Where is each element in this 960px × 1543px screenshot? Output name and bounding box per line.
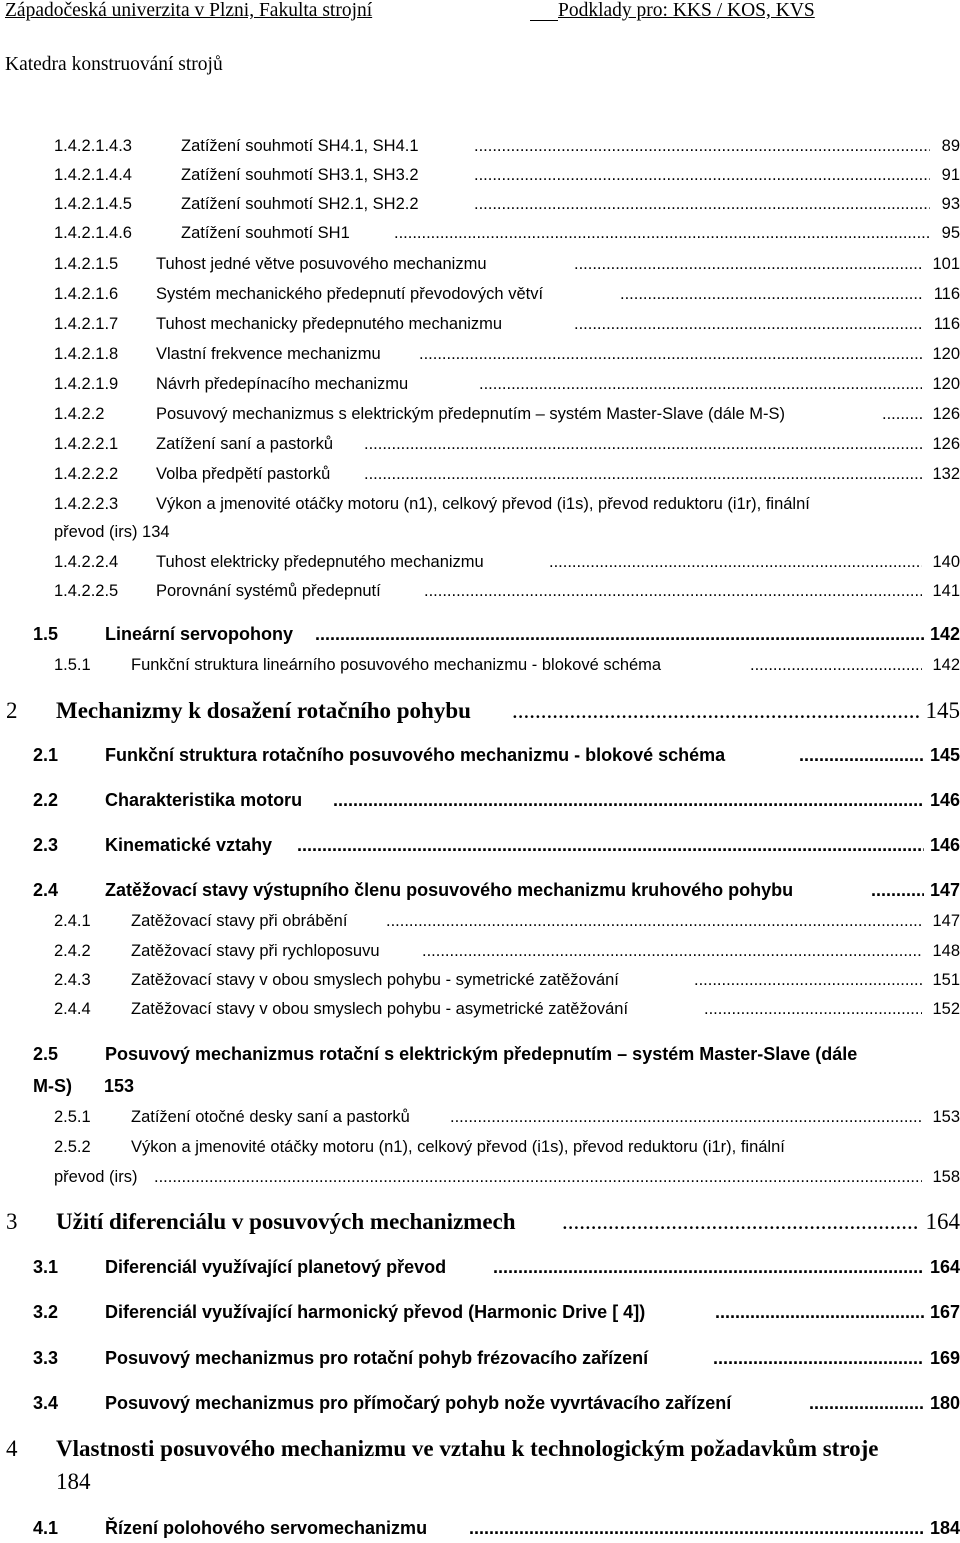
toc-page: 146 <box>929 835 960 855</box>
toc-number: 2.5.1 <box>54 1108 91 1126</box>
toc-leader <box>315 623 924 645</box>
toc-entry[interactable] <box>54 494 960 516</box>
toc-leader <box>574 314 922 334</box>
toc-entry[interactable] <box>33 1256 960 1280</box>
toc-leader <box>333 789 924 811</box>
course-materials: Podklady pro: KKS / KOS, KVS <box>558 0 815 21</box>
toc-title: Tuhost jedné větve posuvového mechanizmu <box>156 255 487 273</box>
toc-page: 95 <box>941 224 960 242</box>
toc-leader <box>474 136 930 156</box>
toc-title: Tuhost elektricky předepnutého mechanizmu <box>156 553 484 571</box>
toc-title: Zatížení souhmotí SH3.1, SH3.2 <box>181 166 419 184</box>
toc-entry[interactable] <box>54 655 960 677</box>
toc-page: 151 <box>932 971 960 989</box>
toc-title: Funkční struktura lineárního posuvového mechanizmu - blokové schéma <box>131 656 662 674</box>
toc-number: 1.4.2.1.4.5 <box>54 195 132 213</box>
toc-number: 1.5 <box>33 624 59 644</box>
toc-page: 142 <box>932 656 960 674</box>
toc-leader <box>549 552 922 572</box>
toc-title: Lineární servopohony <box>105 624 294 644</box>
toc-entry[interactable] <box>33 1517 960 1541</box>
toc-number: 2.4.1 <box>54 912 91 930</box>
toc-entry[interactable] <box>54 941 960 963</box>
toc-leader <box>394 223 930 243</box>
toc-title: Porovnání systémů předepnutí <box>156 582 381 600</box>
toc-number: 2.3 <box>33 835 59 855</box>
toc-leader <box>512 697 920 725</box>
toc-title: Funkční struktura rotačního posuvového mechanizmu - blokové schéma <box>105 745 726 765</box>
toc-number: 1.4.2.1.4.3 <box>54 137 132 155</box>
toc-page: 146 <box>929 790 960 810</box>
toc-title: Návrh předepínacího mechanizmu <box>156 375 409 393</box>
toc-title: Diferenciál využívající harmonický převod (Harmonic Drive [ 4]) <box>105 1302 646 1322</box>
toc-page: 93 <box>941 195 960 213</box>
toc-title: Řízení polohového servomechanizmu <box>105 1518 428 1538</box>
toc-page: 120 <box>932 375 960 393</box>
toc-title: Zatížení souhmotí SH4.1, SH4.1 <box>181 137 419 155</box>
toc-number: 1.4.2.1.9 <box>54 375 119 393</box>
toc-leader <box>424 581 922 601</box>
toc-entry[interactable] <box>54 374 960 396</box>
toc-title: Zatěžovací stavy při rychloposuvu <box>131 942 380 960</box>
toc-page: 164 <box>929 1257 960 1277</box>
toc-page: 120 <box>932 345 960 363</box>
toc-title: Zatěžovací stavy při obrábění <box>131 912 348 930</box>
toc-leader <box>715 1301 924 1323</box>
toc-number: 2.1 <box>33 745 59 765</box>
toc-title: Charakteristika motoru <box>105 790 303 810</box>
toc-entry[interactable] <box>54 911 960 933</box>
toc-leader <box>479 374 922 394</box>
toc-page: 147 <box>929 880 960 900</box>
toc-page: 116 <box>933 315 960 333</box>
toc-entry[interactable] <box>54 464 960 486</box>
toc-number: 2 <box>6 698 18 723</box>
toc-number: 1.4.2.1.7 <box>54 315 119 333</box>
toc-entry[interactable] <box>33 834 960 858</box>
toc-page: 158 <box>932 1168 960 1186</box>
toc-entry[interactable] <box>54 254 960 276</box>
toc-title-continuation: 184 <box>56 1469 91 1494</box>
toc-entry[interactable] <box>54 1107 960 1129</box>
toc-entry[interactable] <box>33 623 960 647</box>
toc-title: Posuvový mechanizmus s elektrickým předepnutím – systém Master-Slave (dále M-S) <box>156 405 786 423</box>
toc-number: 1.4.2.2.5 <box>54 582 119 600</box>
toc-leader <box>364 464 922 484</box>
header-gap-line <box>530 0 558 21</box>
toc-title: Posuvový mechanizmus pro přímočarý pohyb nože vyvrtávacího zařízení <box>105 1393 732 1413</box>
toc-title: Posuvový mechanizmus rotační s elektrickým předepnutím – systém Master-Slave (dále <box>105 1044 858 1064</box>
toc-leader <box>386 911 922 931</box>
toc-page: 126 <box>932 405 960 423</box>
toc-title-continuation: převod (irs) <box>54 1168 138 1186</box>
toc-entry[interactable] <box>54 404 960 426</box>
toc-title: Systém mechanického předepnutí převodových větví <box>156 285 544 303</box>
toc-entry[interactable] <box>33 744 960 768</box>
toc-page: 147 <box>932 912 960 930</box>
toc-page: 145 <box>925 698 960 723</box>
toc-leader <box>562 1208 920 1236</box>
toc-number: 1.4.2.1.4.6 <box>54 224 132 242</box>
toc-title: Zatěžovací stavy výstupního členu posuvového mechanizmu kruhového pohybu <box>105 880 794 900</box>
toc-leader <box>750 655 922 675</box>
toc-title: Kinematické vztahy <box>105 835 273 855</box>
toc-entry[interactable] <box>54 434 960 456</box>
toc-page: 184 <box>929 1518 960 1538</box>
toc-number: 3.2 <box>33 1302 59 1322</box>
toc-title: Výkon a jmenovité otáčky motoru (n1), celkový převod (i1s), převod reduktoru (i1r), finální <box>156 495 810 513</box>
toc-title: Tuhost mechanicky předepnutého mechanizmu <box>156 315 503 333</box>
toc-number: 1.4.2.2.4 <box>54 553 119 571</box>
toc-page: 153 <box>932 1108 960 1126</box>
toc-page: 91 <box>941 166 960 184</box>
toc-leader <box>297 834 924 856</box>
toc-leader <box>422 941 922 961</box>
toc-number: 1.4.2.2 <box>54 405 105 423</box>
toc-entry[interactable] <box>54 344 960 366</box>
toc-page: 126 <box>932 435 960 453</box>
toc-leader <box>809 1392 924 1414</box>
toc-entry[interactable] <box>54 1137 960 1159</box>
toc-leader <box>574 254 922 274</box>
toc-title: Zatěžovací stavy v obou smyslech pohybu - symetrické zatěžování <box>131 971 619 989</box>
toc-leader <box>704 999 922 1019</box>
toc-title: Volba předpětí pastorků <box>156 465 331 483</box>
toc-number: 1.4.2.2.2 <box>54 465 119 483</box>
toc-title: Vlastnosti posuvového mechanizmu ve vztahu k technologickým požadavkům stroje <box>56 1436 879 1461</box>
toc-chapter[interactable] <box>6 1435 960 1465</box>
toc-page: 169 <box>929 1348 960 1368</box>
toc-entry[interactable] <box>54 165 960 187</box>
toc-number: 3 <box>6 1209 18 1234</box>
toc-entry[interactable] <box>33 1301 960 1325</box>
toc-page: 140 <box>932 553 960 571</box>
toc-leader <box>154 1167 922 1187</box>
toc-leader <box>493 1256 924 1278</box>
toc-title: Užití diferenciálu v posuvových mechanizmech <box>56 1209 516 1234</box>
toc-leader <box>799 744 924 766</box>
toc-leader <box>620 284 922 304</box>
toc-number: 1.4.2.1.8 <box>54 345 119 363</box>
toc-page: 148 <box>932 942 960 960</box>
toc-entry[interactable] <box>33 1347 960 1371</box>
toc-number: 1.5.1 <box>54 656 91 674</box>
toc-page: 141 <box>932 582 960 600</box>
toc-entry[interactable] <box>54 581 960 603</box>
page-header <box>5 0 955 24</box>
toc-number: 4 <box>6 1436 18 1461</box>
toc-title: Zatěžovací stavy v obou smyslech pohybu - asymetrické zatěžování <box>131 1000 629 1018</box>
toc-page: 142 <box>929 624 960 644</box>
toc-number: 2.5.2 <box>54 1138 91 1156</box>
toc-leader <box>450 1107 922 1127</box>
toc-entry[interactable] <box>33 1392 960 1416</box>
toc-title: Zatížení souhmotí SH1 <box>181 224 350 242</box>
toc-number: 1.4.2.1.6 <box>54 285 119 303</box>
toc-chapter[interactable] <box>6 1208 960 1238</box>
toc-leader <box>364 434 922 454</box>
university-name: Západočeská univerzita v Plzni, Fakulta strojní <box>5 0 373 21</box>
toc-entry[interactable] <box>54 970 960 992</box>
toc-page: 180 <box>929 1393 960 1413</box>
toc-leader <box>419 344 922 364</box>
toc-number: 2.2 <box>33 790 59 810</box>
toc-page: 167 <box>929 1302 960 1322</box>
toc-title-continuation-text: M-S) <box>33 1076 72 1096</box>
toc-page: 89 <box>941 137 960 155</box>
toc-number: 1.4.2.1.5 <box>54 255 119 273</box>
toc-number: 2.4.4 <box>54 1000 91 1018</box>
toc-number: 2.4 <box>33 880 59 900</box>
toc-page: 101 <box>932 255 960 273</box>
toc-leader <box>871 879 924 901</box>
toc-leader <box>694 970 922 990</box>
toc-page: 116 <box>933 285 960 303</box>
toc-entry[interactable] <box>33 789 960 813</box>
toc-title-continuation <box>33 1075 134 1099</box>
toc-page: 164 <box>925 1209 960 1234</box>
toc-entry[interactable] <box>54 999 960 1021</box>
toc-title-continuation: převod (irs) 134 <box>54 523 170 541</box>
toc-entry[interactable] <box>54 194 960 216</box>
toc-title: Diferenciál využívající planetový převod <box>105 1257 447 1277</box>
toc-title: Výkon a jmenovité otáčky motoru (n1), celkový převod (i1s), převod reduktoru (i1r), finální <box>131 1138 785 1156</box>
toc-number: 4.1 <box>33 1518 59 1538</box>
toc-number: 1.4.2.2.1 <box>54 435 119 453</box>
toc-page: 153 <box>104 1076 135 1096</box>
toc-number: 1.4.2.2.3 <box>54 495 119 513</box>
toc-entry[interactable] <box>54 314 960 336</box>
toc-page: 132 <box>932 465 960 483</box>
toc-entry[interactable] <box>33 1043 960 1067</box>
toc-entry[interactable] <box>54 136 960 158</box>
toc-title: Posuvový mechanizmus pro rotační pohyb frézovacího zařízení <box>105 1348 649 1368</box>
toc-entry[interactable] <box>54 552 960 574</box>
toc-entry-continuation[interactable] <box>54 1167 960 1189</box>
toc-number: 2.4.3 <box>54 971 91 989</box>
toc-title: Zatížení saní a pastorků <box>156 435 334 453</box>
toc-leader <box>474 194 930 214</box>
toc-number: 1.4.2.1.4.4 <box>54 166 132 184</box>
department-name: Katedra konstruování strojů <box>5 54 223 75</box>
toc-page: 145 <box>929 745 960 765</box>
toc-leader <box>713 1347 924 1369</box>
toc-leader <box>882 404 922 424</box>
toc-title: Mechanizmy k dosažení rotačního pohybu <box>56 698 471 723</box>
toc-number: 3.4 <box>33 1393 59 1413</box>
toc-page: 152 <box>932 1000 960 1018</box>
toc-entry[interactable] <box>33 879 960 903</box>
toc-title: Zatížení otočné desky saní a pastorků <box>131 1108 410 1126</box>
toc-entry[interactable] <box>54 284 960 306</box>
toc-number: 3.1 <box>33 1257 59 1277</box>
toc-number: 2.5 <box>33 1044 59 1064</box>
toc-number: 3.3 <box>33 1348 59 1368</box>
toc-title: Zatížení souhmotí SH2.1, SH2.2 <box>181 195 419 213</box>
toc-number: 2.4.2 <box>54 942 91 960</box>
toc-title: Vlastní frekvence mechanizmu <box>156 345 381 363</box>
toc-leader <box>474 165 930 185</box>
toc-chapter[interactable] <box>6 697 960 727</box>
toc-entry[interactable] <box>54 223 960 245</box>
toc-leader <box>469 1517 924 1539</box>
